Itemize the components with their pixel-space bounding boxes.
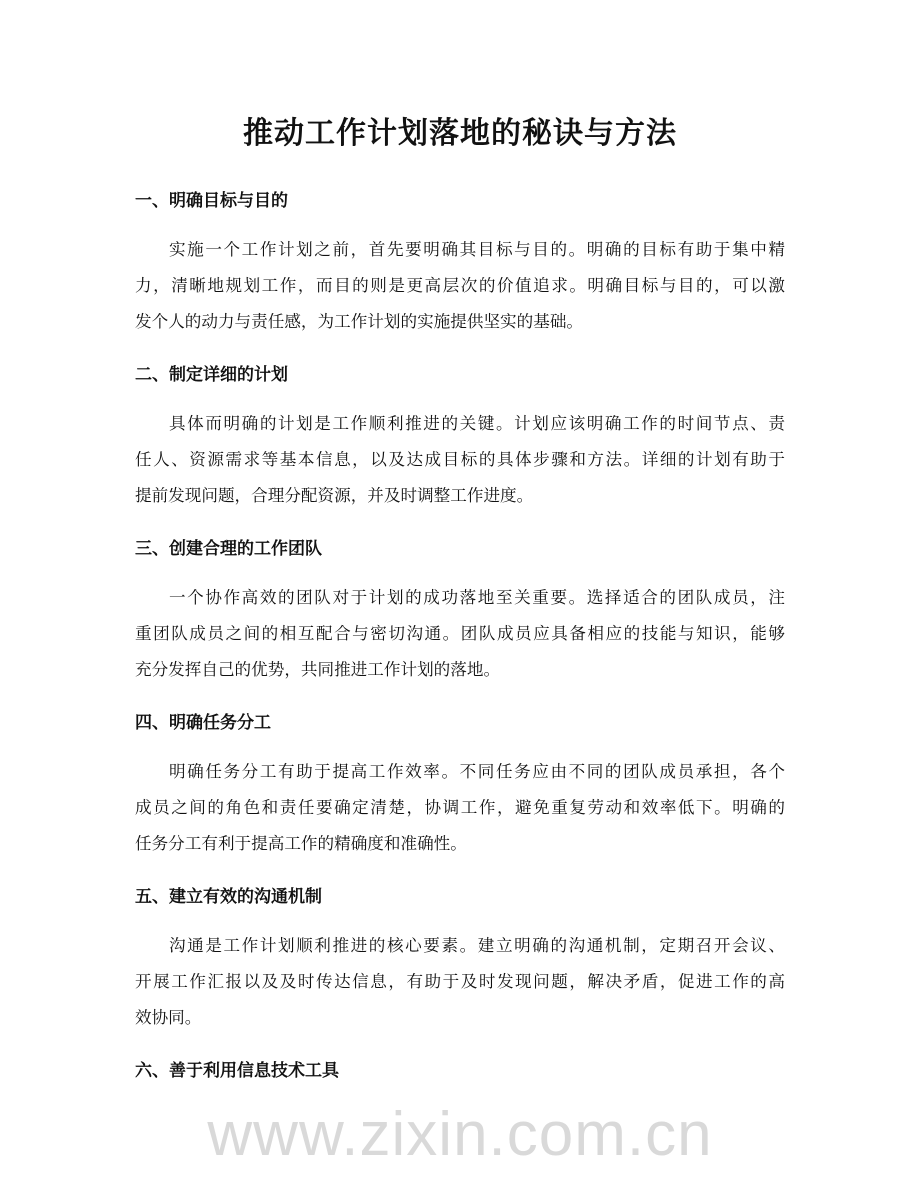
section [135, 531, 785, 688]
paragraph [135, 928, 785, 1036]
section-heading: 五、建立有效的沟通机制 [135, 887, 322, 907]
paragraph-line: 重团队成员之间的相互配合与密切沟通。团队成员应具备相应的技能与知识，能够 [135, 624, 785, 643]
paragraph-line: 明确任务分工有助于提高工作效率。不同任务应由不同的团队成员承担，各个 [169, 762, 785, 781]
watermark: www.zixin.com.cn [207, 1100, 713, 1169]
section [135, 879, 785, 1036]
paragraph [135, 406, 785, 514]
paragraph-line: 力，清晰地规划工作，而目的则是更高层次的价值追求。明确目标与目的，可以激 [135, 276, 785, 295]
paragraph-line: 发个人的动力与责任感，为工作计划的实施提供坚实的基础。 [135, 312, 584, 331]
section [135, 1053, 785, 1089]
paragraph-line: 具体而明确的计划是工作顺利推进的关键。计划应该明确工作的时间节点、责 [169, 414, 785, 433]
paragraph [135, 580, 785, 688]
paragraph-line: 提前发现问题，合理分配资源，并及时调整工作进度。 [135, 486, 534, 505]
paragraph-line: 实施一个工作计划之前，首先要明确其目标与目的。明确的目标有助于集中精 [169, 240, 785, 259]
paragraph [135, 754, 785, 862]
section [135, 705, 785, 862]
paragraph [135, 232, 785, 340]
document-title: 推动工作计划落地的秘诀与方法 [243, 116, 677, 151]
section-heading: 三、创建合理的工作团队 [135, 539, 322, 559]
paragraph-line: 成员之间的角色和责任要确定清楚，协调工作，避免重复劳动和效率低下。明确的 [135, 798, 785, 817]
section-heading: 二、制定详细的计划 [135, 365, 288, 385]
paragraph-line: 开展工作汇报以及及时传达信息，有助于及时发现问题，解决矛盾，促进工作的高 [135, 972, 785, 991]
document-body [135, 183, 785, 1089]
paragraph-line: 沟通是工作计划顺利推进的核心要素。建立明确的沟通机制，定期召开会议、 [169, 936, 785, 955]
section [135, 357, 785, 514]
section [135, 183, 785, 340]
section-heading: 四、明确任务分工 [135, 713, 271, 733]
section-heading: 一、明确目标与目的 [135, 191, 288, 211]
paragraph-line: 任务分工有利于提高工作的精确度和准确性。 [135, 834, 467, 853]
paragraph-line: 任人、资源需求等基本信息，以及达成目标的具体步骤和方法。详细的计划有助于 [135, 450, 785, 469]
paragraph-line: 一个协作高效的团队对于计划的成功落地至关重要。选择适合的团队成员，注 [169, 588, 785, 607]
paragraph-line: 效协同。 [135, 1008, 202, 1027]
paragraph-line: 充分发挥自己的优势，共同推进工作计划的落地。 [135, 660, 501, 679]
section-heading: 六、善于利用信息技术工具 [135, 1061, 339, 1081]
